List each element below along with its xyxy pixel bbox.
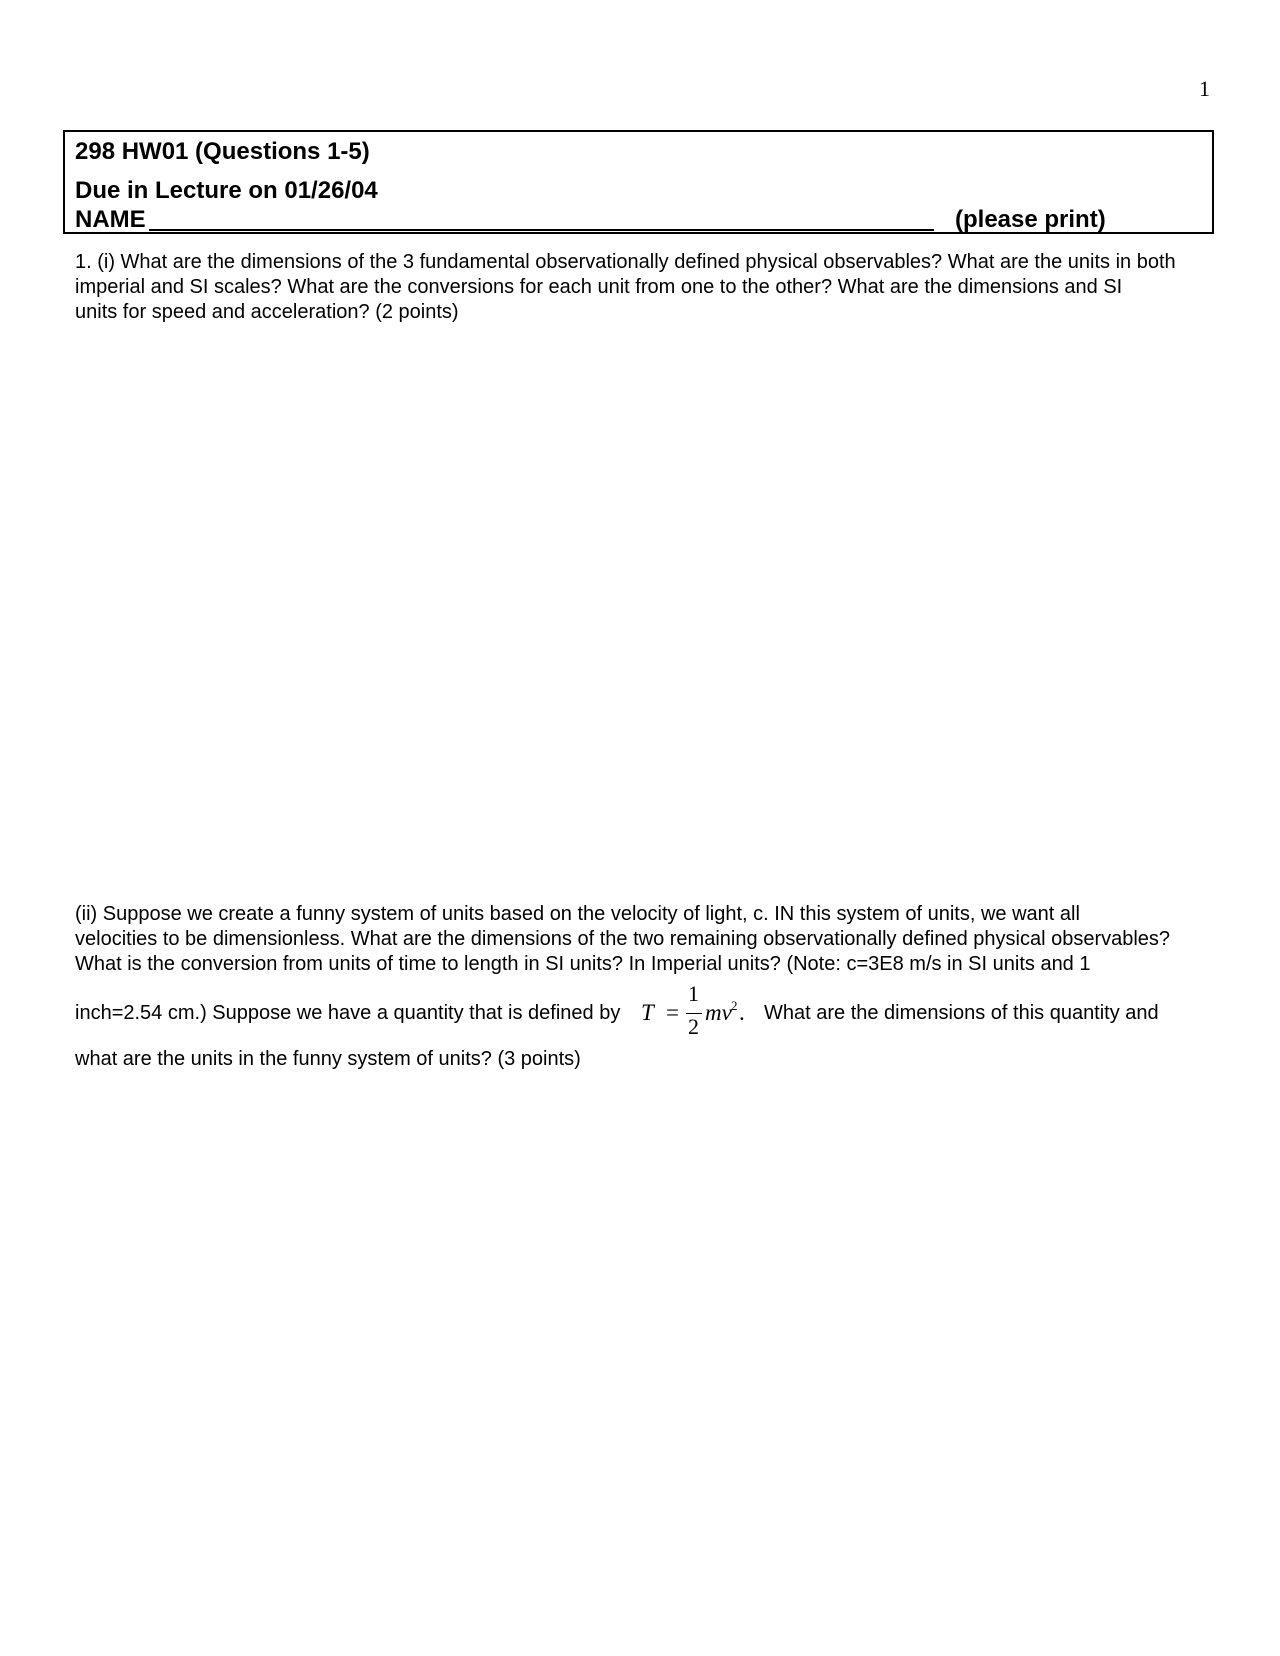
formula-denominator: 2 <box>688 1014 699 1039</box>
formula-exponent: 2 <box>731 998 738 1013</box>
due-date: Due in Lecture on 01/26/04 <box>75 177 378 204</box>
formula-line-suffix: What are the dimensions of this quantity and <box>764 1002 1159 1024</box>
assignment-title: 298 HW01 (Questions 1-5) <box>75 138 370 165</box>
formula-line-prefix: inch=2.54 cm.) Suppose we have a quantity that is defined by <box>75 1002 621 1024</box>
question-1-part-i: 1. (i) What are the dimensions of the 3 fundamental observationally defined physical observables? What are the units in both imperial and SI scales? What are the conversions for each unit from one to the other? What are the dimensions and SI units for speed and acceleration? (2 points) <box>75 251 1176 323</box>
formula-term: mv <box>705 1000 732 1025</box>
please-print-note: (please print) <box>955 206 1106 233</box>
formula-period: . <box>739 1000 745 1025</box>
assignment-header-box <box>63 130 1214 234</box>
name-blank-line <box>149 229 934 231</box>
question-1-part-ii-tail: what are the units in the funny system of units? (3 points) <box>75 1048 581 1070</box>
name-label: NAME <box>75 206 146 233</box>
question-1-part-ii: (ii) Suppose we create a funny system of units based on the velocity of light, c. IN this system of units, we want all velocities to be dimensionless. What are the dimensions of the two remaining observationally defined physical observables? What is the conversion from units of time to length in SI units? In Imperial units? (Note: c=3E8 m/s in SI units and 1 <box>75 903 1171 975</box>
formula-line <box>75 981 1225 1045</box>
formula-equals: = <box>666 1000 679 1025</box>
kinetic-energy-formula <box>641 981 766 1041</box>
formula-lhs: T <box>641 1000 654 1025</box>
formula-numerator: 1 <box>688 981 699 1006</box>
page-number: 1 <box>1199 76 1210 101</box>
